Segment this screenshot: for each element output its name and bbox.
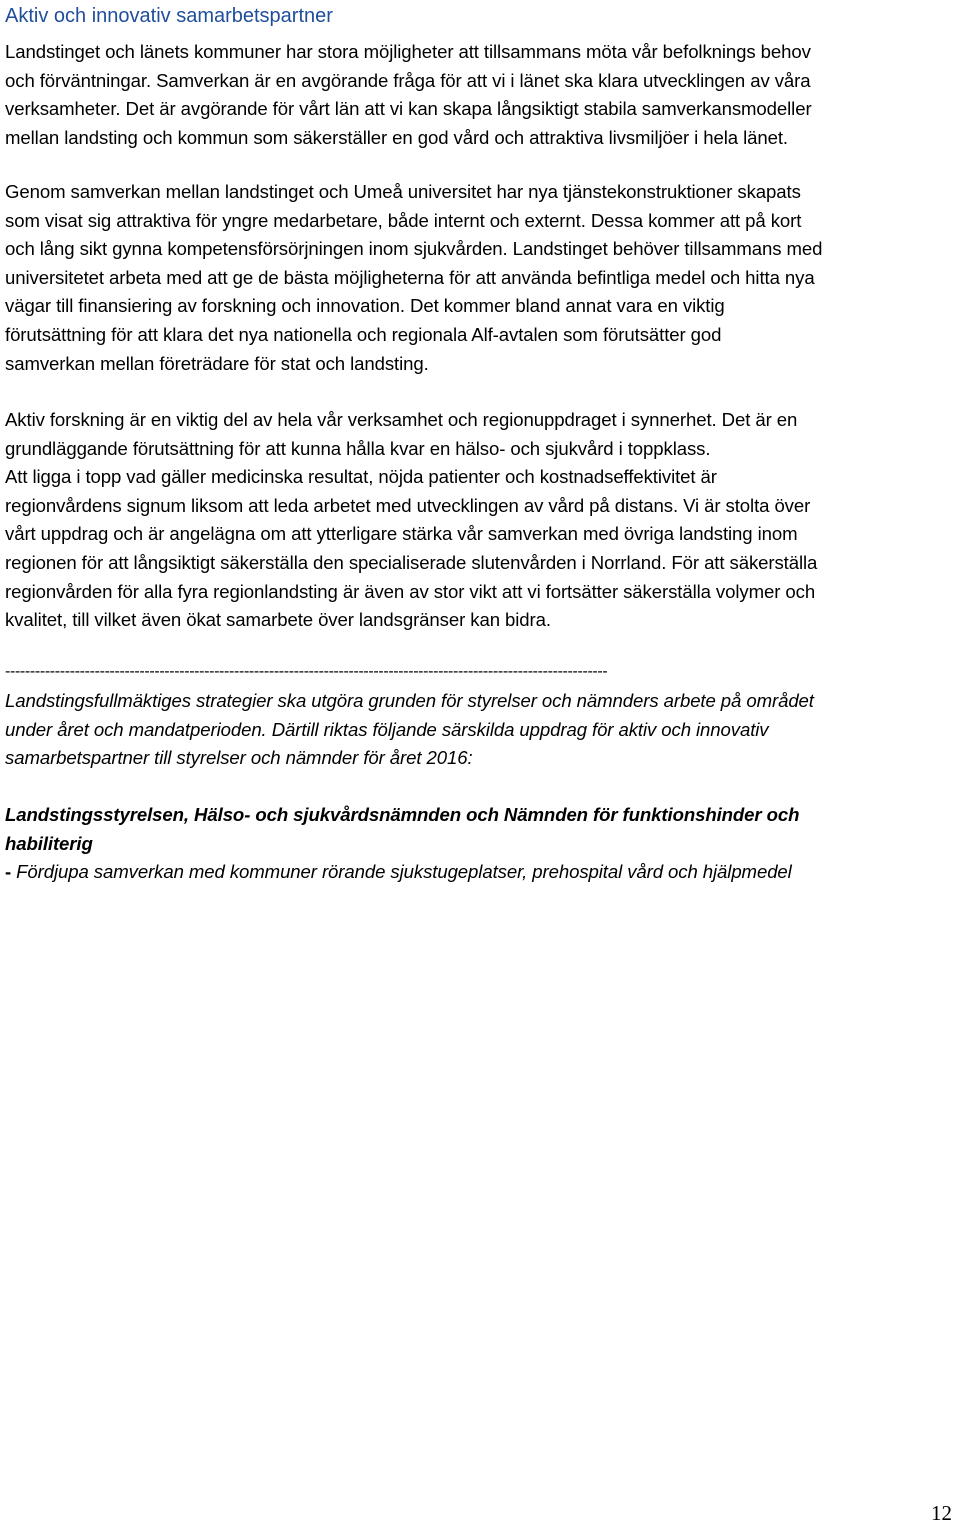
text-line: regionvården för alla fyra regionlandsting är även av stor vikt att vi fortsätter säkerställa volymer och bbox=[5, 580, 816, 602]
text-line: och förväntningar. Samverkan är en avgörande fråga för att vi i länet ska klara utvecklingen av våra bbox=[5, 69, 811, 91]
text-line: kvalitet, till vilket även ökat samarbete över landsgränser kan bidra. bbox=[5, 609, 551, 631]
page-number: 12 bbox=[931, 1501, 952, 1525]
text-line: universitetet arbeta med att ge de bästa möjligheterna för att använda befintliga medel och hitta nya bbox=[5, 266, 815, 288]
text-line: verksamheter. Det är avgörande för vårt län att vi kan skapa långsiktigt stabila samverkansmodeller bbox=[5, 98, 812, 120]
text-line: samverkan mellan företrädare för stat och landsting. bbox=[5, 352, 429, 374]
text-line: Landstingsfullmäktiges strategier ska utgöra grunden för styrelser och nämnders arbete på området bbox=[5, 690, 814, 711]
text-line: habiliterig bbox=[5, 832, 93, 854]
text-line: som visat sig attraktiva för yngre medarbetare, både internt och externt. Dessa kommer att på kort bbox=[5, 209, 802, 231]
paragraph-university bbox=[5, 178, 955, 378]
text-line: Genom samverkan mellan landstinget och Umeå universitet har nya tjänstekonstruktioner skapats bbox=[5, 181, 801, 202]
paragraph-collaboration bbox=[5, 38, 955, 152]
assignment-item bbox=[5, 858, 955, 887]
text-line: under året och mandatperioden. Därtill riktas följande särskilda uppdrag för aktiv och innovativ bbox=[5, 718, 769, 740]
text-line: vägar till finansiering av forskning och innovation. Det kommer bland annat vara en viktig bbox=[5, 295, 725, 317]
list-bullet: - bbox=[5, 861, 12, 882]
text-line: grundläggande förutsättning för att kunna hålla kvar en hälso- och sjukvård i toppklass. bbox=[5, 437, 711, 459]
list-item bbox=[5, 858, 955, 887]
text-line: vårt uppdrag och är angelägna om att ytterligare stärka vår samverkan med övriga landsting inom bbox=[5, 523, 798, 545]
assignment-heading bbox=[5, 801, 955, 858]
text-line: Landstingsstyrelsen, Hälso- och sjukvårdsnämnden och Nämnden för funktionshinder och bbox=[5, 804, 800, 825]
text-line: Aktiv forskning är en viktig del av hela vår verksamhet och regionuppdraget i synnerhet. Det är en bbox=[5, 409, 798, 430]
text-line: regionen för att långsiktigt säkerställa den specialiserade slutenvården i Norrland. För att säkerställa bbox=[5, 551, 818, 573]
text-line: Landstinget och länets kommuner har stora möjligheter att tillsammans möta vår befolknings behov bbox=[5, 41, 811, 62]
dashed-divider: ------------------------------------------------------------------------------------------------------------------------- bbox=[5, 663, 608, 680]
text-line: samarbetspartner till styrelser och nämnder för året 2016: bbox=[5, 747, 473, 769]
text-line: regionvårdens signum liksom att leda arbetet med utvecklingen av vård på distans. Vi är stolta över bbox=[5, 494, 811, 516]
section-heading: Aktiv och innovativ samarbetspartner bbox=[5, 5, 333, 27]
paragraph-research bbox=[5, 406, 955, 635]
text-line: mellan landsting och kommun som säkerställer en god vård och attraktiva livsmiljöer i hela länet. bbox=[5, 126, 788, 148]
text-line: Att ligga i topp vad gäller medicinska resultat, nöjda patienter och kostnadseffektivitet är bbox=[5, 466, 717, 488]
text-line: förutsättning för att klara det nya nationella och regionala Alf-avtalen som förutsätter god bbox=[5, 323, 722, 345]
strategy-paragraph bbox=[5, 687, 955, 773]
list-item-text: Fördjupa samverkan med kommuner rörande sjukstugeplatser, prehospital vård och hjälpmedel bbox=[11, 861, 792, 882]
text-line: och lång sikt gynna kompetensförsörjningen inom sjukvården. Landstinget behöver tillsammans med bbox=[5, 238, 823, 260]
